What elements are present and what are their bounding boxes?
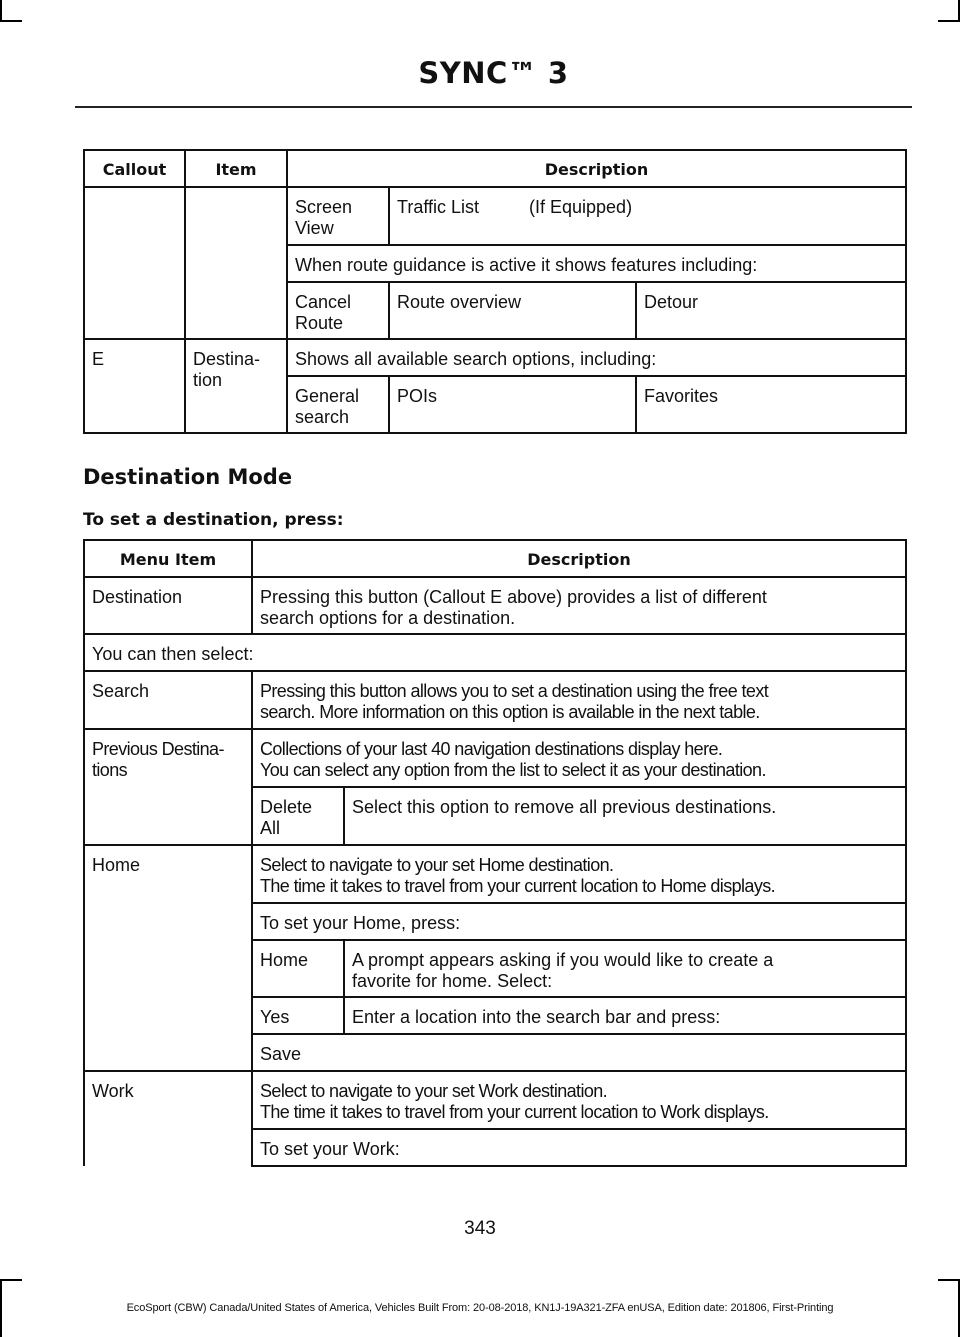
destination-table: [83, 539, 907, 1167]
table-row: [84, 845, 906, 903]
search-label: Search: [84, 671, 252, 729]
search-options-text: Shows all available search options, including:: [287, 339, 906, 376]
work-label: Work: [84, 1071, 252, 1166]
traffic-list-label: Traffic List: [397, 197, 480, 217]
if-equipped-label: (If Equipped): [529, 197, 633, 217]
column-header-description: Description: [287, 150, 906, 187]
header-divider: [75, 106, 912, 108]
footer-text: EcoSport (CBW) Canada/United States of America, Vehicles Built From: 20-08-2018, KN1J-19A321-ZFA enUSA, Edition date: 201806, First-Printing: [126, 1302, 834, 1314]
crop-mark: [938, 20, 960, 22]
home-description: Select to navigate to your set Home destination. The time it takes to travel from your current location to Home displays.: [252, 845, 906, 903]
destination-description: Pressing this button (Callout E above) provides a list of different search options for a destination.: [252, 577, 906, 634]
table-row: [84, 1071, 906, 1129]
callout-table: [83, 149, 907, 434]
table-row: [84, 634, 906, 671]
table-row: [84, 577, 906, 634]
crop-mark: [0, 0, 2, 22]
crop-mark: [938, 1279, 960, 1281]
set-home-text: To set your Home, press:: [252, 903, 906, 940]
save-label: Save: [252, 1034, 906, 1071]
yes-description: Enter a location into the search bar and press:: [344, 997, 906, 1034]
previous-destinations-description: Collections of your last 40 navigation destinations display here. You can select any option from the list to select it as your destination.: [252, 729, 906, 787]
destination-item: Destina- tion: [185, 339, 287, 433]
destination-label: Destination: [84, 577, 252, 634]
home-sub-description: A prompt appears asking if you would like to create a favorite for home. Select:: [344, 940, 906, 997]
search-description: Pressing this button allows you to set a destination using the free text search. More information on this option is available in the next table.: [252, 671, 906, 729]
traffic-list-cell: [389, 187, 906, 245]
table-header-row: [84, 150, 906, 187]
route-guidance-text: When route guidance is active it shows features including:: [287, 245, 906, 282]
general-search-label: General search: [287, 376, 389, 433]
crop-mark: [0, 1279, 22, 1281]
home-label: Home: [84, 845, 252, 1071]
table-row: [84, 729, 906, 787]
route-overview-label: Route overview: [389, 282, 636, 339]
item-cell: [185, 187, 287, 339]
column-header-description: Description: [252, 540, 906, 577]
detour-label: Detour: [636, 282, 906, 339]
home-sub-label: Home: [252, 940, 344, 997]
favorites-label: Favorites: [636, 376, 906, 433]
column-header-callout: Callout: [84, 150, 185, 187]
table-row: [84, 187, 906, 245]
column-header-item: Item: [185, 150, 287, 187]
callout-cell: [84, 187, 185, 339]
previous-destinations-label: Previous Destina- tions: [84, 729, 252, 845]
yes-label: Yes: [252, 997, 344, 1034]
column-header-menu-item: Menu Item: [84, 540, 252, 577]
delete-all-description: Select this option to remove all previous destinations.: [344, 787, 906, 845]
cancel-route-label: Cancel Route: [287, 282, 389, 339]
section-heading: Destination Mode: [83, 465, 293, 489]
page-title: SYNC™ 3: [418, 56, 569, 90]
screen-view-label: Screen View: [287, 187, 389, 245]
section-subheading: To set a destination, press:: [83, 510, 344, 530]
crop-mark: [0, 20, 22, 22]
page-number: 343: [464, 1218, 496, 1239]
work-description: Select to navigate to your set Work destination. The time it takes to travel from your current location to Work displays.: [252, 1071, 906, 1129]
table-row: [84, 671, 906, 729]
callout-letter: E: [84, 339, 185, 433]
pois-label: POIs: [389, 376, 636, 433]
table-row: [84, 339, 906, 376]
table-header-row: [84, 540, 906, 577]
delete-all-label: Delete All: [252, 787, 344, 845]
then-select-text: You can then select:: [84, 634, 906, 671]
set-work-text: To set your Work:: [252, 1129, 906, 1166]
